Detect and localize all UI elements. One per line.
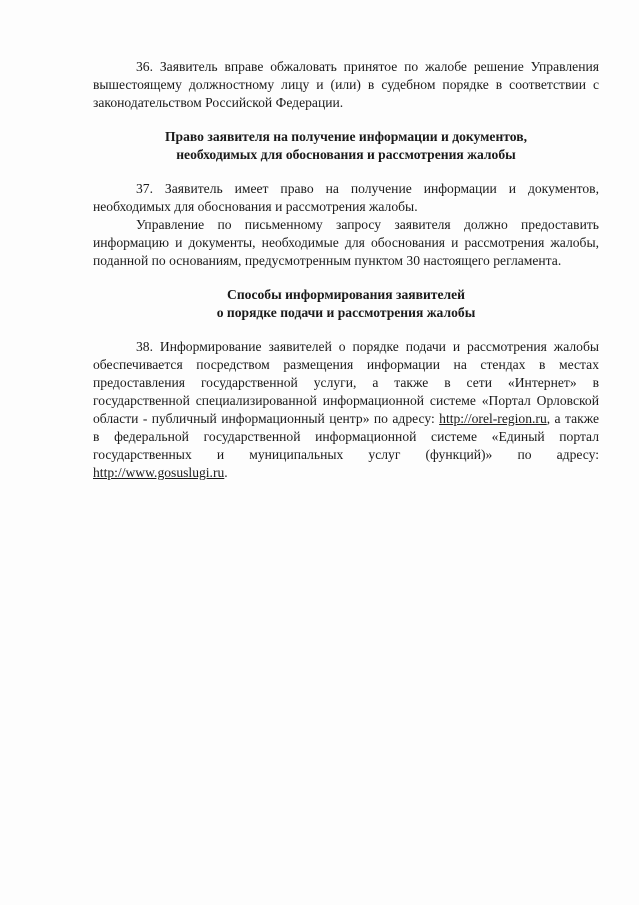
paragraph-36: 36. Заявитель вправе обжаловать принятое по жалобе решение Управления вышестоящему должностному лицу и (или) в судебном порядке в соответствии с законодательством Российской Федерации.	[93, 59, 599, 110]
heading-line: необходимых для обоснования и рассмотрения жалобы	[176, 147, 516, 162]
paragraph-38-text: .	[224, 465, 228, 480]
link-orel-region[interactable]: http://orel-region.ru	[439, 411, 547, 426]
heading-ways-of-informing	[93, 286, 599, 322]
paragraph-38-text: 38. Информирование заявителей о порядке подачи и рассмотрения жалобы обеспечивается посредством размещения информации на стендах в местах предоставления государственной услуги, а также в сети «Интернет» в государственной специализированной информационной системе «Портал Орловской области - публичный информационный центр» по адресу:	[93, 339, 599, 426]
heading-right-to-information	[93, 128, 599, 164]
link-gosuslugi[interactable]: http://www.gosuslugi.ru	[93, 465, 225, 480]
heading-line: Право заявителя на получение информации и документов,	[164, 129, 527, 144]
heading-line: Способы информирования заявителей	[227, 287, 465, 302]
paragraph-38	[93, 338, 599, 482]
document-body	[93, 58, 599, 482]
heading-line: о порядке подачи и рассмотрения жалобы	[216, 305, 476, 320]
paragraph-37: 37. Заявитель имеет право на получение информации и документов, необходимых для обоснования и рассмотрения жалобы.	[93, 181, 599, 214]
paragraph-37-continuation: Управление по письменному запросу заявителя должно предоставить информацию и документы, необходимые для обоснования и рассмотрения жалобы, поданной по основаниям, предусмотренным пунктом 30 настоящего регламента.	[93, 217, 599, 268]
paragraph-38-text: , а также в федеральной государственной информационной системе «Единый портал государственных и муниципальных услуг (функций)» по адресу:	[93, 411, 599, 462]
